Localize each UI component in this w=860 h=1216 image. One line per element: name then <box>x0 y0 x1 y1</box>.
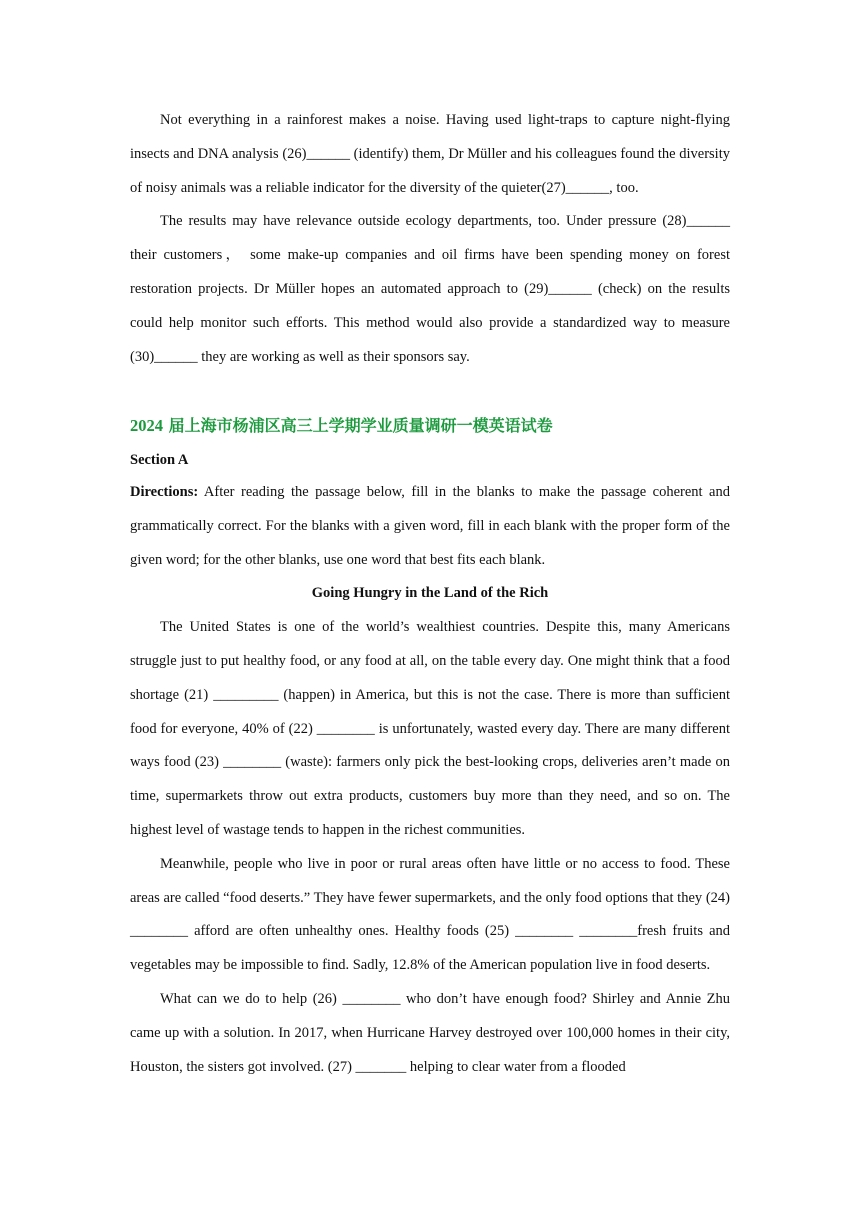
exam-title <box>130 412 730 440</box>
passage-2 <box>130 476 730 1084</box>
section-heading: Section A <box>130 452 189 468</box>
passage-1 <box>130 104 730 374</box>
exam-title-text: 届上海市杨浦区高三上学期学业质量调研一模英语试卷 <box>163 416 553 435</box>
directions-label: Directions: <box>130 484 199 500</box>
exam-year: 2024 <box>130 416 163 435</box>
directions <box>130 476 730 577</box>
passage-1-paragraph-2: The results may have relevance outside ecology departments, too. Under pressure (28)______ their customers， some make-up companies and oil firms have been spending money on forest restoration projects. Dr Müller hopes an automated approach to (29)______ (check) on the results could help monitor such efforts. This method would also provide a standardized way to measure (30)______ they are working as well as their sponsors say. <box>130 213 730 365</box>
passage-2-paragraph-2: Meanwhile, people who live in poor or rural areas often have little or no access to food. These areas are called “food deserts.” They have fewer supermarkets, and the only food options that they (24) ________ afford are often unhealthy ones. Healthy foods (25) ________ ________fresh fruits and vegetables may be impossible to find. Sadly, 12.8% of the American population live in food deserts. <box>130 855 730 974</box>
directions-text: After reading the passage below, fill in the blanks to make the passage coherent and grammatically correct. For the blanks with a given word, fill in each blank with the proper form of the given word; for the other blanks, use one word that best fits each blank. <box>130 484 730 568</box>
passage-2-paragraph-1: The United States is one of the world’s wealthiest countries. Despite this, many Americans struggle just to put healthy food, or any food at all, on the table every day. One might think that a food shortage (21) _________ (happen) in America, but this is not the case. There is more than sufficient food for everyone, 40% of (22) ________ is unfortunately, wasted every day. There are many different ways food (23) ________ (waste): farmers only pick the best-looking crops, deliveries aren’t made on time, supermarkets throw out extra products, customers buy more than they need, and so on. The highest level of wastage tends to happen in the richest communities. <box>130 619 730 838</box>
passage-2-paragraph-3: What can we do to help (26) ________ who don’t have enough food? Shirley and Annie Zhu came up with a solution. In 2017, when Hurricane Harvey destroyed over 100,000 homes in their city, Houston, the sisters got involved. (27) _______ helping to clear water from a flooded <box>130 990 730 1075</box>
passage-title: Going Hungry in the Land of the Rich <box>311 585 549 602</box>
passage-1-paragraph-1: Not everything in a rainforest makes a noise. Having used light-traps to capture night-flying insects and DNA analysis (26)______ (identify) them, Dr Müller and his colleagues found the diversity of noisy animals was a reliable indicator for the diversity of the quieter(27)______, too. <box>130 112 730 196</box>
